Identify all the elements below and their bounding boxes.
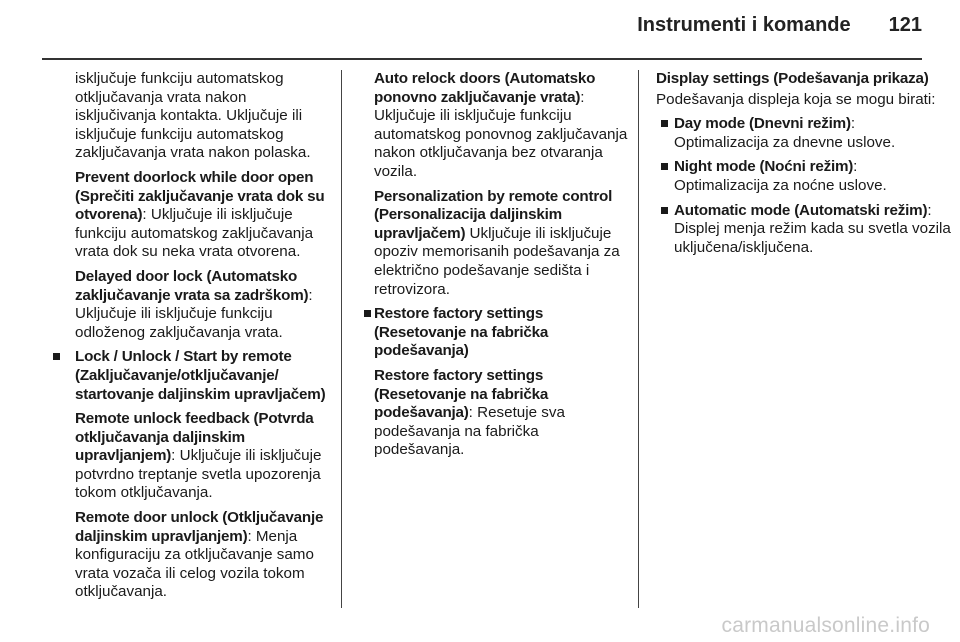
setting-name: Personalization by remote control (Personalizacija daljinskim upravljačem) — [374, 187, 613, 242]
section-heading: Display settings (Podešavanja prikaza) — [656, 70, 929, 87]
bullet-item: Night mode (Noćni režim): Optimalizacija za noćne uslove. — [656, 158, 952, 195]
header-divider — [42, 58, 922, 60]
paragraph: Personalization by remote control (Personalizacija daljinskim upravljačem) Uključuje ili isključuje opoziv memorisanih podešavanja za električno podešavanje sedišta i retrovizora. — [374, 187, 620, 298]
setting-name: Prevent doorlock while door open (Sprečiti zaključavanje vrata dok su otvorena) — [75, 168, 325, 224]
paragraph: Delayed door lock (Automatsko zaključavanje vrata sa zadrškom): Uključuje ili isključuje funkciju odloženog zaključavanja vrata. — [75, 267, 313, 341]
setting-name: Delayed door lock (Automatsko zaključavanje vrata sa zadrškom) — [75, 267, 309, 304]
watermark: carmanualsonline.info — [721, 614, 930, 637]
setting-name: Auto relock doors (Automatsko ponovno zaključavanje vrata) — [374, 70, 596, 106]
page-number: 121 — [888, 14, 922, 36]
paragraph: Remote unlock feedback (Potvrda otključavanja daljinskim upravljanjem): Uključuje ili isključuje potvrdno treptanje svetla upozorenja tokom otključavanja. — [75, 410, 322, 502]
bullet-item — [374, 305, 632, 361]
column-1 — [63, 70, 328, 608]
bullet-item — [63, 348, 328, 404]
setting-name: Remote door unlock (Otključavanje daljinskim upravljanjem) — [75, 509, 324, 545]
column-divider-1 — [341, 70, 342, 608]
section-name: Lock / Unlock / Start by remote (Zaključavanje/otključavanje/ startovanje daljinskim upravljačem) — [75, 348, 326, 403]
paragraph: Auto relock doors (Automatsko ponovno zaključavanje vrata): Uključuje ili isključuje funkciju automatskog ponovnog zaključavanja nakon otključavanja bez otvaranja vozila. — [374, 70, 628, 180]
paragraph: Restore factory settings (Resetovanje na fabrička podešavanja): Resetuje sva podešavanja na fabrička podešavanja. — [374, 366, 565, 459]
page-title: Instrumenti i komande — [637, 14, 851, 36]
setting-name: Day mode (Dnevni režim) — [674, 115, 851, 133]
paragraph: Remote door unlock (Otključavanje daljinskim upravljanjem): Menja konfiguraciju za otključavanje samo vrata vozača ili celog vozila tokom otključavanja. — [75, 509, 324, 601]
paragraph: Prevent doorlock while door open (Sprečiti zaključavanje vrata dok su otvorena): Uključuje ili isključuje funkciju automatskog zaključavanja vrata dok su neka vrata otvorena. — [75, 168, 325, 261]
page-header — [0, 14, 922, 37]
bullet-item: Automatic mode (Automatski režim): Displej menja režim kada su svetla vozila uključena/isključena. — [656, 202, 952, 258]
bullet-item: Day mode (Dnevni režim): Optimalizacija za dnevne uslove. — [656, 115, 952, 152]
paragraph: isključuje funkciju automatskog otključavanja vrata nakon isključivanja kontakta. Uključuje ili isključuje funkciju automatskog zaključavanja vrata nakon polaska. — [75, 70, 311, 162]
setting-name: Remote unlock feedback (Potvrda otključavanja daljinskim upravljanjem) — [75, 410, 314, 465]
column-2 — [374, 70, 632, 466]
setting-name: Night mode (Noćni režim) — [674, 158, 854, 176]
paragraph: Podešavanja displeja koja se mogu birati: — [656, 90, 936, 108]
setting-name: Restore factory settings (Resetovanje na fabrička podešavanja) — [374, 366, 549, 422]
setting-name: Automatic mode (Automatski režim) — [674, 201, 928, 219]
section-name: Restore factory settings (Resetovanje na fabrička podešavanja) — [374, 305, 549, 360]
column-divider-2 — [638, 70, 639, 608]
column-3 — [656, 70, 952, 263]
